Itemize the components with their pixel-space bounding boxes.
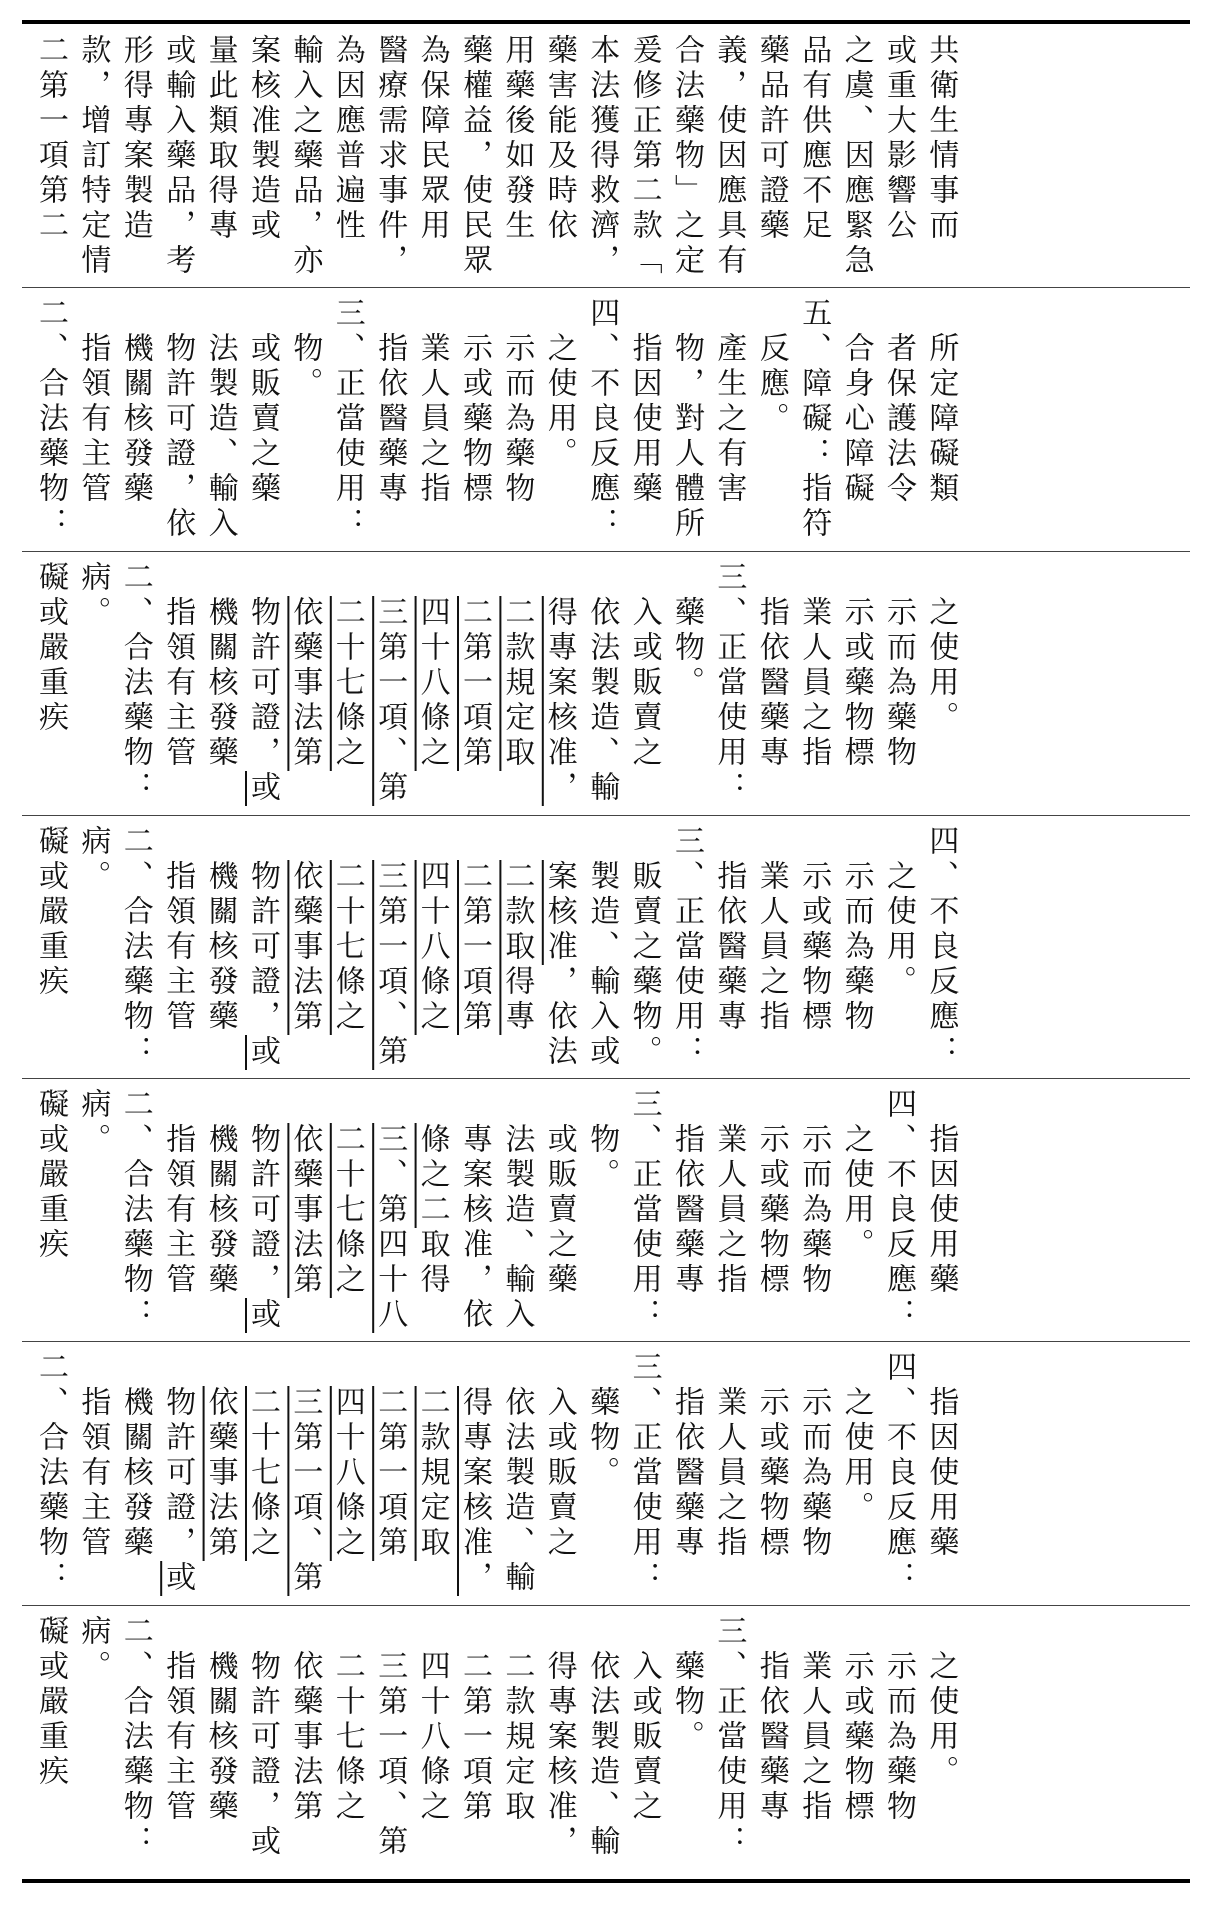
text-column: 藥物。 [669,561,704,701]
text-column: 二、合法藥物： [117,1615,153,1860]
text-column: 之使用。 [838,1351,874,1526]
text-column: 指領有主管 [160,825,196,1035]
text-column: 二、合法藥物： [33,297,68,542]
table-section [0,817,1230,1079]
text-column: 二、合法藥物： [33,1351,68,1596]
text-column: 共衛生情事而 [923,34,959,244]
text-column: 產生之有害 [711,297,747,507]
text-column: 所定障礙類 [923,297,959,507]
text-column: 物，對人體所 [669,297,704,542]
text-column: 病。 [75,561,111,631]
section-divider [22,551,1190,552]
text-column: 本法獲得救濟， [584,34,620,279]
text-column: 礙或嚴重疾 [33,825,68,1000]
text-column: 物。 [287,297,323,402]
amended-text: 依藥事法第 [287,596,323,771]
text-column: 為因應普遍性 [329,34,365,244]
text-column: 得專案核准， [541,1615,577,1860]
text-column: 示或藥物標 [457,297,492,507]
text-column [325,1351,369,1597]
text-column: 爰修正第二款「 [626,34,662,279]
column-text [372,561,407,596]
text-column: 指領有主管 [160,561,196,771]
text-column [537,561,581,807]
text-column: 藥害能及時依 [541,34,577,244]
text-column: 業人員之指 [753,825,789,1035]
text-column: 為保障民眾用 [414,34,450,244]
text-column: 或輸入藥品，考 [160,34,196,279]
text-column: 機關核發藥 [202,1088,238,1298]
text-column: 藥品許可證藥 [753,34,789,244]
text-column: 依藥事法第 [287,1615,323,1825]
text-column: 輸入之藥品，亦 [287,34,323,279]
text-column: 三第一項、第 [372,1615,408,1860]
column-text [330,1088,365,1123]
text-column: 藥權益，使民眾 [457,34,492,279]
text-column: 二第一項第 [457,1615,492,1825]
text-column [325,1088,369,1334]
text-column: 示或藥物標 [838,1615,874,1825]
text-column: 入或販賣之 [626,1615,662,1825]
text-column: 病。 [75,1615,111,1685]
text-column: 病。 [75,825,111,895]
text-column: 款，增訂特定情 [75,34,111,279]
text-column [410,825,454,1071]
column-text [330,825,365,860]
amended-text: 或 [245,1298,280,1333]
amended-text: 二款取得專 [499,860,535,1035]
text-column: 示或藥物標 [753,1088,789,1298]
column-text [457,1351,492,1386]
text-column: 指因使用藥 [923,1088,959,1298]
text-column: 指依醫藥專 [711,825,747,1035]
text-column: 機關核發藥 [202,561,238,771]
text-column: 示而為藥物 [796,1351,832,1561]
text-column: 指依醫藥專 [753,1615,789,1825]
amended-text: 依藥事法第 [202,1386,238,1561]
table-section [0,553,1230,815]
text-column [410,1351,454,1597]
text-column: 示或藥物標 [838,561,874,771]
amended-text: 條之二 [414,1123,450,1228]
column-text [330,561,365,596]
text-column: 指領有主管 [160,1088,196,1298]
text-column [494,561,538,807]
text-column: 合身心障礙 [838,297,874,507]
text-column: 之虞、因應緊急 [838,34,874,279]
text-column [198,1351,242,1597]
amended-text: 二款規定取 [499,596,535,771]
text-column: 指因使用藥 [923,1351,959,1561]
text-column: 之使用。 [838,1088,874,1263]
text-column [282,1351,326,1597]
table-section [0,1607,1230,1869]
text-column: 業人員之指 [414,297,450,507]
column-text [372,825,407,860]
column-text [330,1351,365,1386]
text-column: 示而為藥物 [881,1615,916,1825]
column-text: ，依法 [541,965,577,1070]
text-column: 藥物。 [669,1615,704,1755]
text-column [537,825,581,1071]
amended-text: 三第一項、第 [287,1386,323,1596]
text-column: 四、不良反應： [584,297,620,542]
text-column: 法製造、輸入 [202,297,238,542]
text-column: 二、合法藥物： [117,825,153,1070]
text-column: 義，使因應具有 [711,34,747,279]
text-column: 指領有主管 [160,1615,196,1825]
text-column: 機關核發藥 [202,825,238,1035]
text-column: 之使用。 [541,297,577,472]
column-text [287,1351,322,1386]
text-column: 二十七條之 [329,1615,365,1825]
text-column: 三、正當使用： [626,1088,662,1333]
text-column: 販賣之藥物。 [626,825,662,1070]
text-column [282,1088,326,1334]
text-column: 或販賣之藥 [245,297,280,507]
text-column: 四十八條之 [414,1615,450,1825]
section-divider [22,1078,1190,1079]
amended-text: 得專案核准， [457,1386,492,1596]
column-text: 取得 [414,1228,450,1298]
column-text [372,1351,407,1386]
text-column: 法製造、輸入 [499,1088,535,1333]
column-text [287,1088,322,1123]
text-column: 二第一項第二 [33,34,68,244]
text-column: 四、不良反應： [923,825,959,1070]
amended-text: 二十七條之 [329,860,365,1035]
text-column: 業人員之指 [711,1351,747,1561]
text-column: 五、障礙：指符 [796,297,832,542]
text-column: 示而為藥物 [838,825,874,1035]
table-section [0,26,1230,288]
text-column: 依法製造、輸 [584,1615,620,1860]
text-column: 合法藥物」之定 [669,34,704,279]
amended-text: 二第一項第 [457,860,492,1035]
text-column: 品有供應不足 [796,34,832,244]
table-section [0,1080,1230,1342]
text-column [155,1351,199,1597]
text-column: 依法製造、輸 [499,1351,535,1596]
text-column: 二、合法藥物： [117,561,153,806]
text-column: 或販賣之藥 [541,1088,577,1298]
text-column: 機關核發藥 [202,1615,238,1825]
amended-text: 三、第四十八 [372,1123,408,1333]
section-divider [22,287,1190,288]
column-text [499,825,534,860]
text-column: 用藥後如發生 [499,34,535,244]
text-column [410,1088,454,1334]
text-column: 依法製造、輸 [584,561,620,806]
text-column: 者保護法令 [881,297,916,507]
text-column [240,825,284,1071]
column-text: 物許可證， [245,1088,280,1298]
column-text [542,561,577,596]
text-column: 物許可證，依 [160,297,196,542]
text-column: 三、正當使用： [626,1351,662,1596]
amended-text: 三第一項、第 [372,860,408,1070]
amended-text: 四十八條之 [414,596,450,771]
amended-text: 二十七條之 [329,1123,365,1298]
text-column [367,1351,411,1597]
column-text [203,1351,238,1386]
text-column: 指領有主管 [75,297,111,507]
column-text [415,825,450,860]
text-column: 指依醫藥專 [669,1088,704,1298]
text-column: 機關核發藥 [117,1351,153,1561]
text-column [367,1088,411,1334]
text-column: 四、不良反應： [881,1088,916,1333]
text-column: 指依醫藥專 [753,561,789,771]
text-column: 反應。 [753,297,789,437]
text-column: 礙或嚴重疾 [33,1615,68,1790]
column-text: 物許可證， [160,1351,196,1561]
text-column: 之使用。 [923,561,959,736]
amended-text: 二十七條之 [245,1386,280,1561]
text-column: 示而為藥物 [499,297,535,507]
text-column [240,1088,284,1334]
table-section [0,1343,1230,1605]
section-divider [22,1341,1190,1342]
amended-text: 或 [245,771,280,806]
text-column: 三、正當使用： [329,297,365,542]
text-column: 指領有主管 [75,1351,111,1561]
amended-text: 依藥事法第 [287,1123,323,1298]
text-column: 業人員之指 [796,561,832,771]
text-column: 二款規定取 [499,1615,535,1825]
amended-text: 依藥事法第 [287,860,323,1035]
text-column: 專案核准，依 [457,1088,492,1333]
text-column [325,561,369,807]
text-column: 病。 [75,1088,111,1158]
text-column: 礙或嚴重疾 [33,1088,68,1263]
text-column: 物。 [584,1088,620,1193]
column-text [457,561,492,596]
section-divider [22,815,1190,816]
text-column: 入或販賣之 [541,1351,577,1561]
text-column: 入或販賣之 [626,561,662,771]
column-text [287,561,322,596]
table-section [0,289,1230,551]
text-column [452,825,496,1071]
text-column [325,825,369,1071]
column-text [457,825,492,860]
text-column: 製造、輸入或 [584,825,620,1070]
text-column [452,1351,496,1597]
text-column [494,825,538,1071]
column-text [415,1088,450,1123]
text-column: 指因使用藥 [626,297,662,507]
text-column [410,561,454,807]
amended-text: 得專案核准， [541,596,577,806]
column-text [415,561,450,596]
text-column: 示或藥物標 [753,1351,789,1561]
text-column: 量此類取得專 [202,34,238,244]
text-column: 示而為藥物 [881,561,916,771]
top-rule [22,20,1190,24]
amended-text: 二款規定取 [414,1386,450,1561]
amended-text: 或 [160,1561,196,1596]
amended-text: 案核准 [541,860,577,965]
bottom-rule [22,1879,1190,1883]
column-text [372,1088,407,1123]
text-column: 機關核發藥 [117,297,153,507]
text-column: 指依醫藥專 [372,297,408,507]
amended-text: 二十七條之 [329,596,365,771]
text-column [282,825,326,1071]
text-column: 四、不良反應： [881,1351,916,1596]
text-column: 示或藥物標 [796,825,832,1035]
amended-text: 二第一項第 [372,1386,408,1561]
amended-text: 四十八條之 [414,860,450,1035]
column-text [499,561,534,596]
text-column [240,561,284,807]
text-column: 三、正當使用： [669,825,704,1070]
column-text [245,1351,280,1386]
text-column: 三、正當使用： [711,1615,747,1860]
amended-text: 三第一項、第 [372,596,408,806]
column-text: 物許可證， [245,825,280,1035]
text-column: 業人員之指 [796,1615,832,1825]
text-column: 三、正當使用： [711,561,747,806]
text-column: 形得專案製造 [117,34,153,244]
text-column: 之使用。 [881,825,916,1000]
column-text [287,825,322,860]
amended-text: 二第一項第 [457,596,492,771]
text-column: 藥物。 [584,1351,620,1491]
text-column [282,561,326,807]
text-column: 業人員之指 [711,1088,747,1298]
text-column: 物許可證，或 [245,1615,280,1860]
text-column: 或重大影響公 [881,34,916,244]
column-text: 物許可證， [245,561,280,771]
text-column: 指依醫藥專 [669,1351,704,1561]
text-column [240,1351,284,1597]
text-column: 二、合法藥物： [117,1088,153,1333]
text-column [452,561,496,807]
column-text [415,1351,450,1386]
text-column: 案核准製造或 [245,34,280,244]
text-column: 示而為藥物 [796,1088,832,1298]
column-text [542,825,577,860]
section-divider [22,1605,1190,1606]
text-column: 醫療需求事件， [372,34,408,279]
text-column [367,561,411,807]
amended-text: 或 [245,1035,280,1070]
text-column: 之使用。 [923,1615,959,1790]
text-column: 礙或嚴重疾 [33,561,68,736]
amended-text: 四十八條之 [329,1386,365,1561]
text-column [367,825,411,1071]
